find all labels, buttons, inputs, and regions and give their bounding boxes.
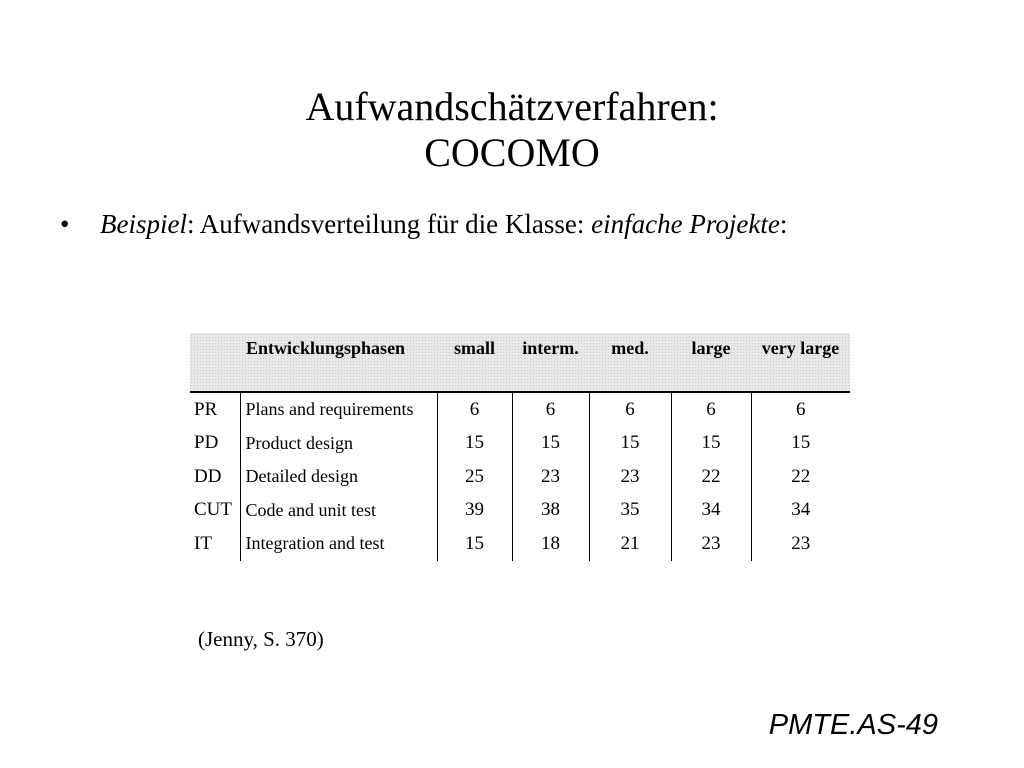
cell-small: 15 xyxy=(437,527,512,561)
table-row xyxy=(190,427,850,461)
source-citation: (Jenny, S. 370) xyxy=(198,627,324,651)
bullet-text-end: : xyxy=(779,209,788,239)
cell-very-large: 34 xyxy=(791,499,811,521)
cell-very-large: 15 xyxy=(791,432,811,454)
row-abbr: DD xyxy=(194,465,222,487)
slide-identifier: PMTE.AS-49 xyxy=(768,709,938,741)
header-very-large: very large xyxy=(751,333,850,392)
bullet-text: : Aufwandsverteilung für die Klasse: xyxy=(186,209,592,239)
cell-med: 15 xyxy=(589,427,671,461)
table-row xyxy=(190,460,850,494)
header-abbr xyxy=(190,333,240,392)
row-phase: Plans and requirements xyxy=(240,392,437,427)
cell-med: 35 xyxy=(589,494,671,528)
cell-large: 23 xyxy=(671,527,751,561)
row-abbr: IT xyxy=(194,532,212,554)
row-abbr: PR xyxy=(194,398,218,420)
cell-small: 25 xyxy=(437,460,512,494)
row-phase: Code and unit test xyxy=(240,494,437,528)
cell-med: 21 xyxy=(589,527,671,561)
header-interm: interm. xyxy=(512,333,589,392)
cocomo-table-container xyxy=(190,333,850,561)
row-phase: Detailed design xyxy=(240,460,437,494)
bullet-tail-italic: einfache Projekte xyxy=(591,209,780,239)
row-abbr: CUT xyxy=(194,499,232,521)
cell-small: 6 xyxy=(437,392,512,427)
table-row xyxy=(190,527,850,561)
table-row xyxy=(190,392,850,427)
header-med: med. xyxy=(589,333,671,392)
row-phase: Integration and test xyxy=(240,527,437,561)
header-small: small xyxy=(437,333,512,392)
row-phase: Product design xyxy=(240,427,437,461)
bullet-marker: • xyxy=(60,209,70,239)
table-header-row xyxy=(190,333,850,392)
header-phase: Entwicklungsphasen xyxy=(240,333,437,392)
cell-interm: 23 xyxy=(512,460,589,494)
cell-very-large: 22 xyxy=(791,465,811,487)
cell-large: 22 xyxy=(671,460,751,494)
cell-very-large: 6 xyxy=(796,398,806,420)
cell-med: 23 xyxy=(589,460,671,494)
cell-interm: 6 xyxy=(512,392,589,427)
cell-med: 6 xyxy=(589,392,671,427)
table-row xyxy=(190,494,850,528)
cell-large: 6 xyxy=(671,392,751,427)
slide-title-line-1: Aufwandschätzverfahren: xyxy=(305,84,719,129)
cell-interm: 18 xyxy=(512,527,589,561)
bullet-lead-italic: Beispiel xyxy=(100,209,187,239)
cell-interm: 15 xyxy=(512,427,589,461)
row-abbr: PD xyxy=(194,432,219,454)
cell-very-large: 23 xyxy=(791,532,811,554)
cell-interm: 38 xyxy=(512,494,589,528)
cell-large: 15 xyxy=(671,427,751,461)
header-large: large xyxy=(671,333,751,392)
cell-small: 15 xyxy=(437,427,512,461)
cell-small: 39 xyxy=(437,494,512,528)
slide-title xyxy=(0,84,1024,176)
bullet-point xyxy=(60,206,787,242)
cell-large: 34 xyxy=(671,494,751,528)
slide-title-line-2: COCOMO xyxy=(424,130,600,175)
cocomo-effort-table xyxy=(190,333,850,561)
